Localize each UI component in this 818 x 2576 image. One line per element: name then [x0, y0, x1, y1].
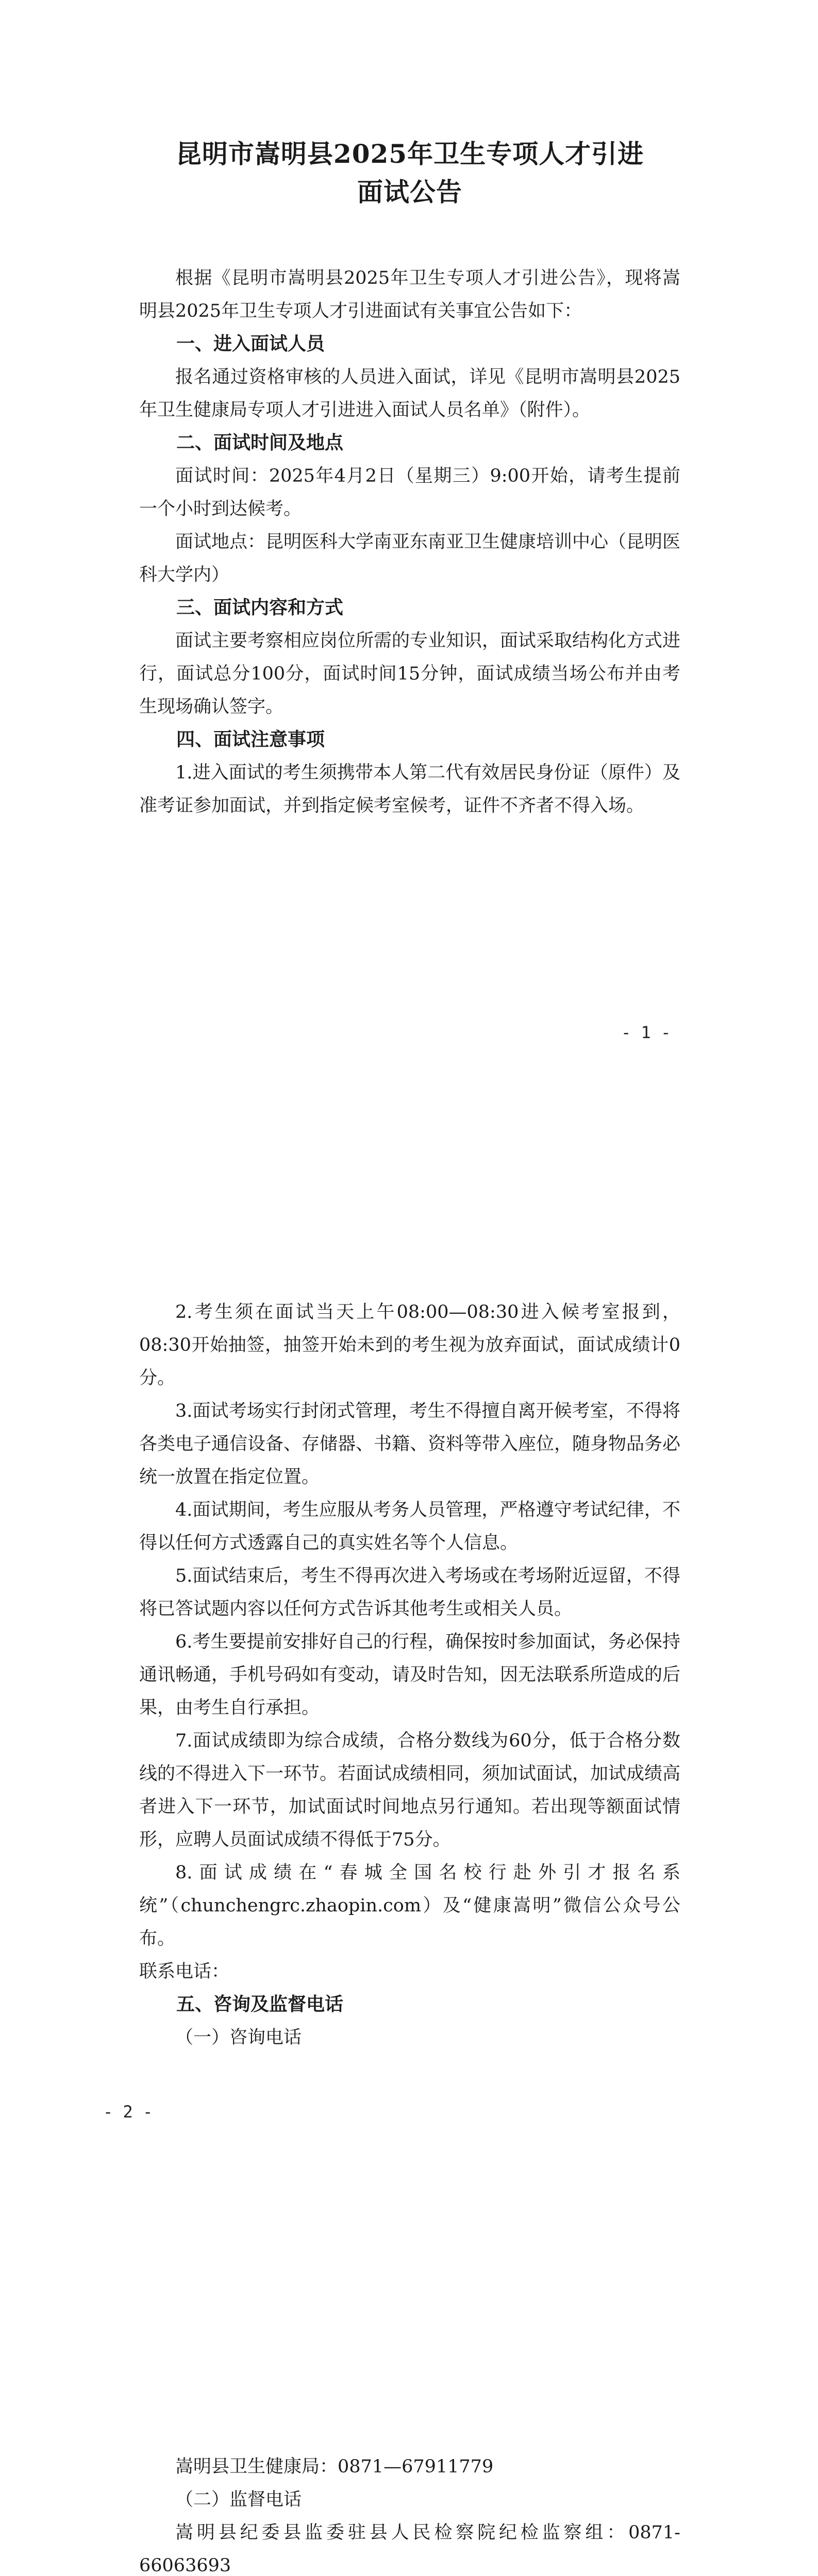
- page-number-2: - 2 -: [103, 2102, 153, 2122]
- section-3-heading: 三、面试内容和方式: [176, 597, 344, 618]
- supervise-phone: 嵩明县纪委县监委驻县人民检察院纪检监察组：0871-66063693: [139, 2522, 680, 2576]
- document-title-line-1: 昆明市嵩明县2025年卫生专项人才引进: [175, 139, 644, 169]
- notice-item-2: 2.考生须在面试当天上午08:00—08:30进入候考室报到，08:30开始抽签，抽签开始未到的考生视为放弃面试，面试成绩计0分。: [139, 1302, 680, 1388]
- supervise-subheading: （二）监督电话: [175, 2489, 302, 2510]
- section-5-heading: 五、咨询及监督电话: [176, 1994, 344, 2015]
- page-3: [0, 2313, 818, 2576]
- notice-item-8: 8.面试成绩在“春城全国名校行赴外引才报名系统”（chunchengrc.zhaopin.com）及“健康嵩明”微信公众号公布。: [139, 1862, 680, 1949]
- page-1: [0, 0, 818, 1157]
- section-2-heading: 二、面试时间及地点: [176, 432, 344, 453]
- notice-item-6: 6.考生要提前安排好自己的行程，确保按时参加面试，务必保持通讯畅通，手机号码如有变动，请及时告知，因无法联系所造成的后果，由考生自行承担。: [139, 1632, 681, 1718]
- section-3-body: 面试主要考察相应岗位所需的专业知识，面试采取结构化方式进行，面试总分100分，面试时间15分钟，面试成绩当场公布并由考生现场确认签字。: [139, 631, 681, 717]
- notice-item-5: 5.面试结束后，考生不得再次进入考场或在考场附近逗留，不得将已答试题内容以任何方式告诉其他考生或相关人员。: [139, 1566, 680, 1619]
- interview-place: 面试地点：昆明医科大学南亚东南亚卫生健康培训中心（昆明医科大学内）: [139, 532, 681, 585]
- section-1-heading: 一、进入面试人员: [176, 333, 325, 354]
- page-number-1: - 1 -: [621, 1023, 671, 1042]
- consult-phone: 嵩明县卫生健康局：0871—67911779: [175, 2456, 494, 2477]
- page-2: [0, 1157, 818, 2313]
- notice-item-4: 4.面试期间，考生应服从考务人员管理，严格遵守考试纪律，不得以任何方式透露自己的真实姓名等个人信息。: [139, 1500, 680, 1553]
- section-4-heading: 四、面试注意事项: [176, 729, 325, 750]
- consult-subheading: （一）咨询电话: [175, 2027, 302, 2048]
- document-title-line-2: 面试公告: [357, 177, 462, 207]
- section-1-body: 报名通过资格审核的人员进入面试，详见《昆明市嵩明县2025年卫生健康局专项人才引进进入面试人员名单》（附件）。: [139, 367, 680, 420]
- intro-paragraph: 根据《昆明市嵩明县2025年卫生专项人才引进公告》，现将嵩明县2025年卫生专项人才引进面试有关事宜公告如下：: [139, 268, 680, 321]
- interview-time: 面试时间：2025年4月2日（星期三）9:00开始，请考生提前一个小时到达候考。: [139, 466, 680, 519]
- contact-label: 联系电话：: [139, 1961, 230, 1982]
- notice-item-3: 3.面试考场实行封闭式管理，考生不得擅自离开候考室，不得将各类电子通信设备、存储器、书籍、资料等带入座位，随身物品务必统一放置在指定位置。: [139, 1401, 681, 1487]
- notice-item-1: 1.进入面试的考生须携带本人第二代有效居民身份证（原件）及准考证参加面试，并到指定候考室候考，证件不齐者不得入场。: [139, 762, 680, 816]
- notice-item-7: 7.面试成绩即为综合成绩，合格分数线为60分，低于合格分数线的不得进入下一环节。若面试成绩相同，须加试面试，加试成绩高者进入下一环节，加试面试时间地点另行通知。若出现等额面试情形，应聘人员面试成绩不得低于75分。: [139, 1731, 681, 1850]
